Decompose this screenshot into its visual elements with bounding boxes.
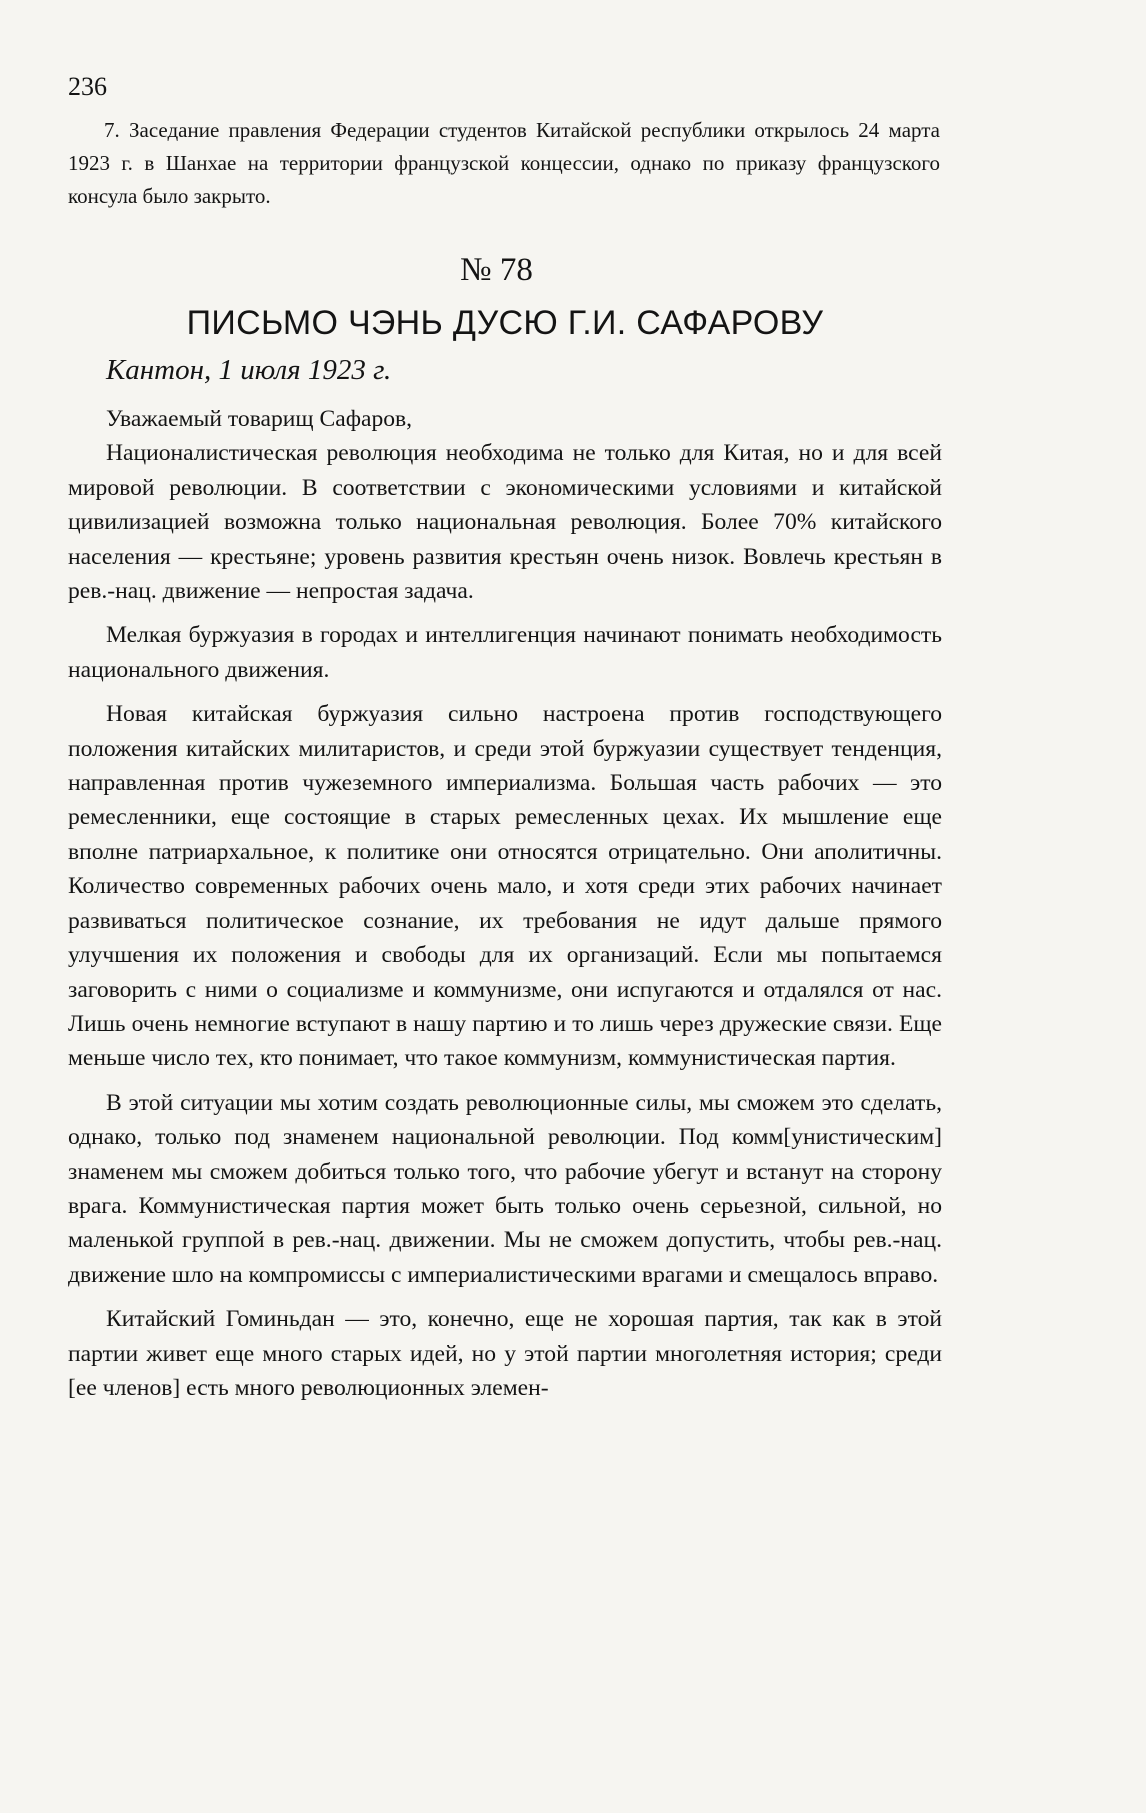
paragraph: Мелкая буржуазия в городах и интеллигенция начинают понимать необходимость национального движения. — [68, 622, 942, 683]
letter-body — [68, 402, 942, 1415]
footnote: 7. Заседание правления Федерации студентов Китайской республики открылось 24 марта 1923 г. в Шанхае на территории французской концессии, однако по приказу французского консула было закрыто. — [68, 118, 940, 208]
page-number: 236 — [68, 72, 107, 101]
salutation: Уважаемый товарищ Сафаров, — [106, 406, 413, 432]
paragraph: Националистическая революция необходима не только для Китая, но и для всей мировой революции. В соответствии с экономическими условиями и китайской цивилизацией возможна только национальная революция. Более 70% китайского населения — крестьяне; уровень развития крестьян очень низок. Вовлечь крестьян в рев.-нац. движение — непростая задача. — [68, 440, 942, 605]
paragraph: Новая китайская буржуазия сильно настроена против господствующего положения китайских милитаристов, и среди этой буржуазии существует тенденция, направленная против чужеземного империализма. Большая часть рабочих — это ремесленники, еще состоящие в старых ремесленных цехах. Их мышление еще вполне патриархальное, к политике они относятся отрицательно. Они аполитичны. Количество современных рабочих очень мало, и хотя среди этих рабочих начинает развиваться политическое сознание, их требования не идут дальше прямого улучшения их положения и свободы для их организаций. Если мы попытаемся заговорить с ними о социализме и коммунизме, они испугаются и отдалялся от нас. Лишь очень немногие вступают в нашу партию и то лишь через дружеские связи. Еще меньше число тех, кто понимает, что такое коммунизм, коммунистическая партия. — [68, 701, 942, 1072]
paragraph: В этой ситуации мы хотим создать революционные силы, мы сможем это сделать, однако, только под знаменем национальной революции. Под комм[унистическим] знаменем мы сможем добиться только того, что рабочие убегут и встанут на сторону врага. Коммунистическая партия может быть только очень серьезной, сильной, но маленькой группой в рев.-нац. движении. Мы не сможем допустить, чтобы рев.-нац. движение шло на компромиссы с империалистическими врагами и смещалось вправо. — [68, 1089, 942, 1288]
paragraph: Китайский Гоминьдан — это, конечно, еще не хорошая партия, так как в этой партии живет еще много старых идей, но у этой партии многолетняя история; среди [ее членов] есть много революционных элемен- — [68, 1306, 942, 1401]
document-title: ПИСЬМО ЧЭНЬ ДУСЮ Г.И. САФАРОВУ — [186, 304, 824, 342]
document-number: № 78 — [460, 252, 533, 288]
place-date: Кантон, 1 июля 1923 г. — [106, 354, 392, 386]
